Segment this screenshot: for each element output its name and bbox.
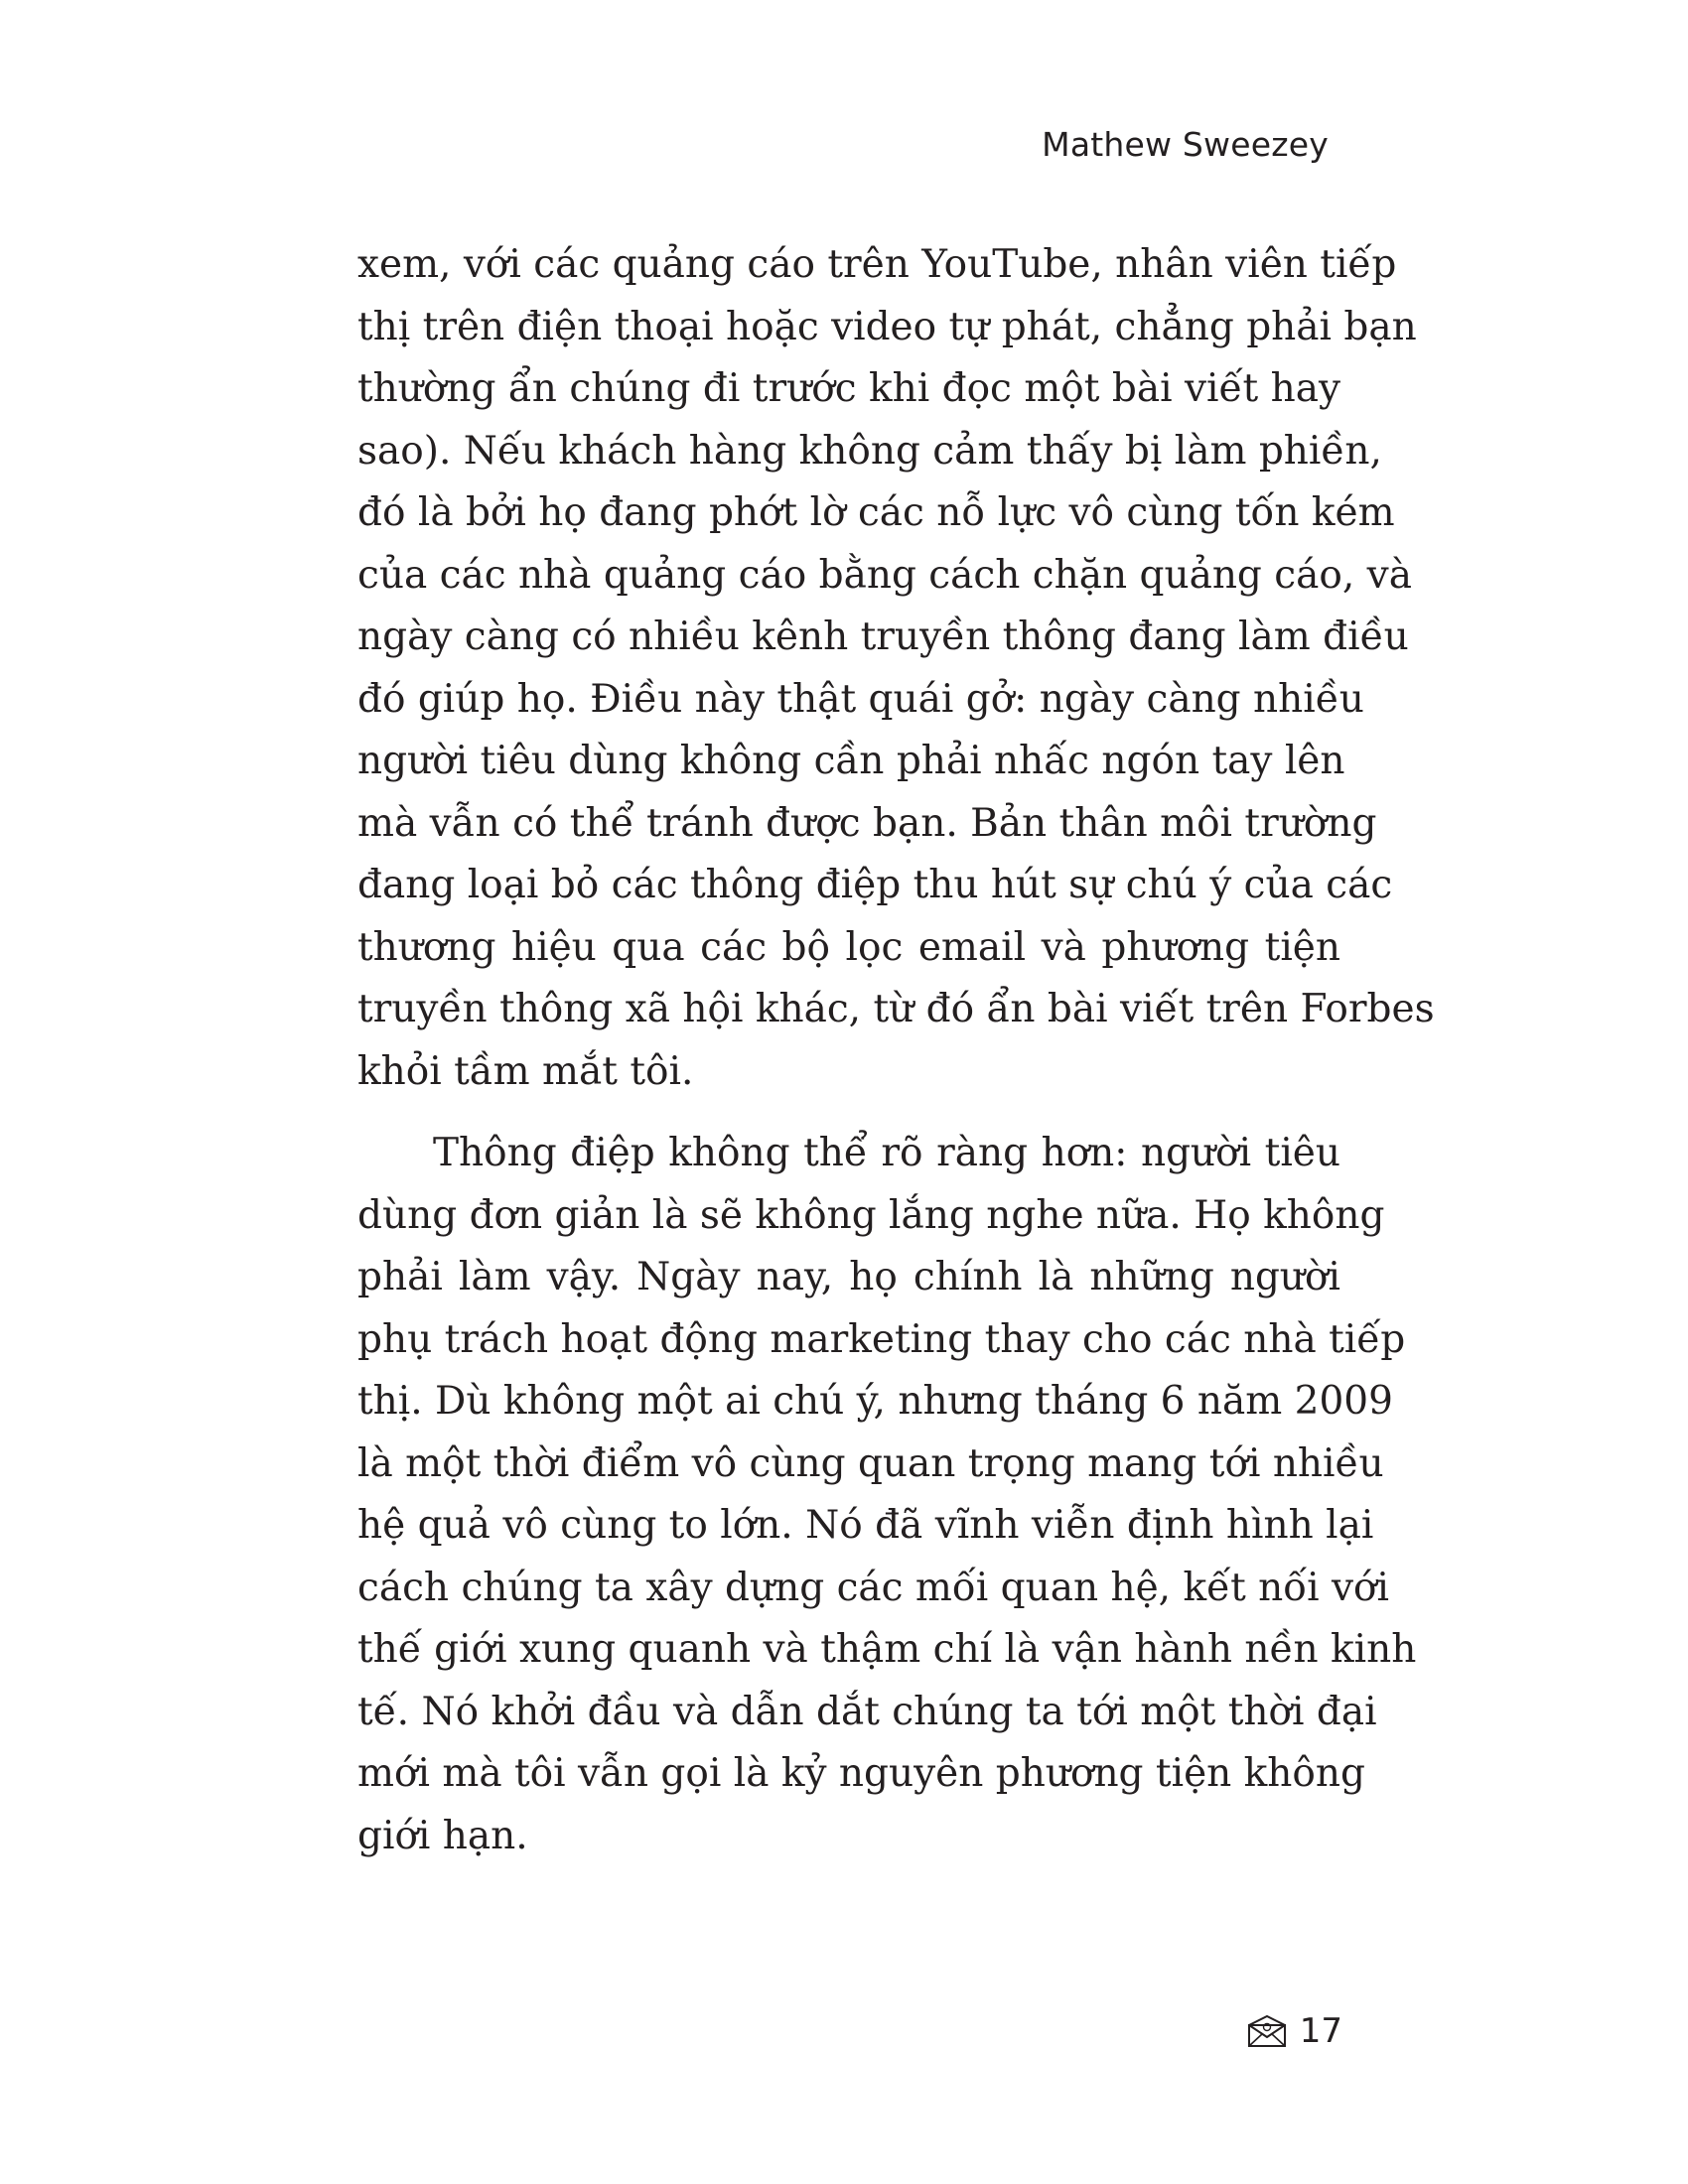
text-line: Thông điệp không thể rõ ràng hơn: người tiêu (433, 1131, 1340, 1175)
text-line: giới hạn. (357, 1813, 528, 1858)
running-header-author: Mathew Sweezey (1042, 125, 1329, 164)
body-text (357, 234, 1435, 1867)
text-line: thị. Dù không một ai chú ý, nhưng tháng 6 năm 2009 (357, 1379, 1393, 1424)
text-line: của các nhà quảng cáo bằng cách chặn quảng cáo, và (357, 552, 1412, 598)
text-line: mà vẫn có thể tránh được bạn. Bản thân môi trường (357, 800, 1377, 846)
text-line: đang loại bỏ các thông điệp thu hút sự chú ý của các (357, 863, 1393, 907)
envelope-icon (1246, 2013, 1288, 2049)
text-line: hệ quả vô cùng to lớn. Nó đã vĩnh viễn định hình lại (357, 1503, 1374, 1548)
text-line: tế. Nó khởi đầu và dẫn dắt chúng ta tới một thời đại (357, 1689, 1377, 1734)
text-line: thế giới xung quanh và thậm chí là vận hành nền kinh (357, 1627, 1417, 1672)
text-line: truyền thông xã hội khác, từ đó ẩn bài viết trên Forbes (357, 987, 1435, 1031)
text-line: thương hiệu qua các bộ lọc email và phương tiện (357, 924, 1340, 970)
text-line: dùng đơn giản là sẽ không lắng nghe nữa. Họ không (357, 1192, 1385, 1238)
text-line: thường ẩn chúng đi trước khi đọc một bài viết hay (357, 366, 1340, 411)
text-line: người tiêu dùng không cần phải nhấc ngón tay lên (357, 739, 1345, 783)
page-footer (1246, 2011, 1342, 2051)
text-line: phụ trách hoạt động marketing thay cho các nhà tiếp (357, 1316, 1406, 1362)
text-line: ngày càng có nhiều kênh truyền thông đang làm điều (357, 614, 1409, 659)
text-line: thị trên điện thoại hoặc video tự phát, chẳng phải bạn (357, 304, 1417, 349)
text-line: sao). Nếu khách hàng không cảm thấy bị làm phiền, (357, 428, 1382, 474)
text-line: xem, với các quảng cáo trên YouTube, nhân viên tiếp (357, 242, 1397, 287)
text-line: đó giúp họ. Điều này thật quái gở: ngày càng nhiều (357, 676, 1364, 722)
text-line: cách chúng ta xây dựng các mối quan hệ, kết nối với (357, 1565, 1389, 1610)
text-line: mới mà tôi vẫn gọi là kỷ nguyên phương tiện không (357, 1751, 1365, 1796)
text-line: đó là bởi họ đang phớt lờ các nỗ lực vô cùng tốn kém (357, 490, 1395, 535)
text-line: là một thời điểm vô cùng quan trọng mang tới nhiều (357, 1440, 1384, 1486)
page-number: 17 (1299, 2011, 1342, 2051)
text-line: khỏi tầm mắt tôi. (357, 1048, 694, 1094)
paragraph-gap (357, 1103, 1340, 1123)
text-line: phải làm vậy. Ngày nay, họ chính là những người (357, 1255, 1340, 1299)
